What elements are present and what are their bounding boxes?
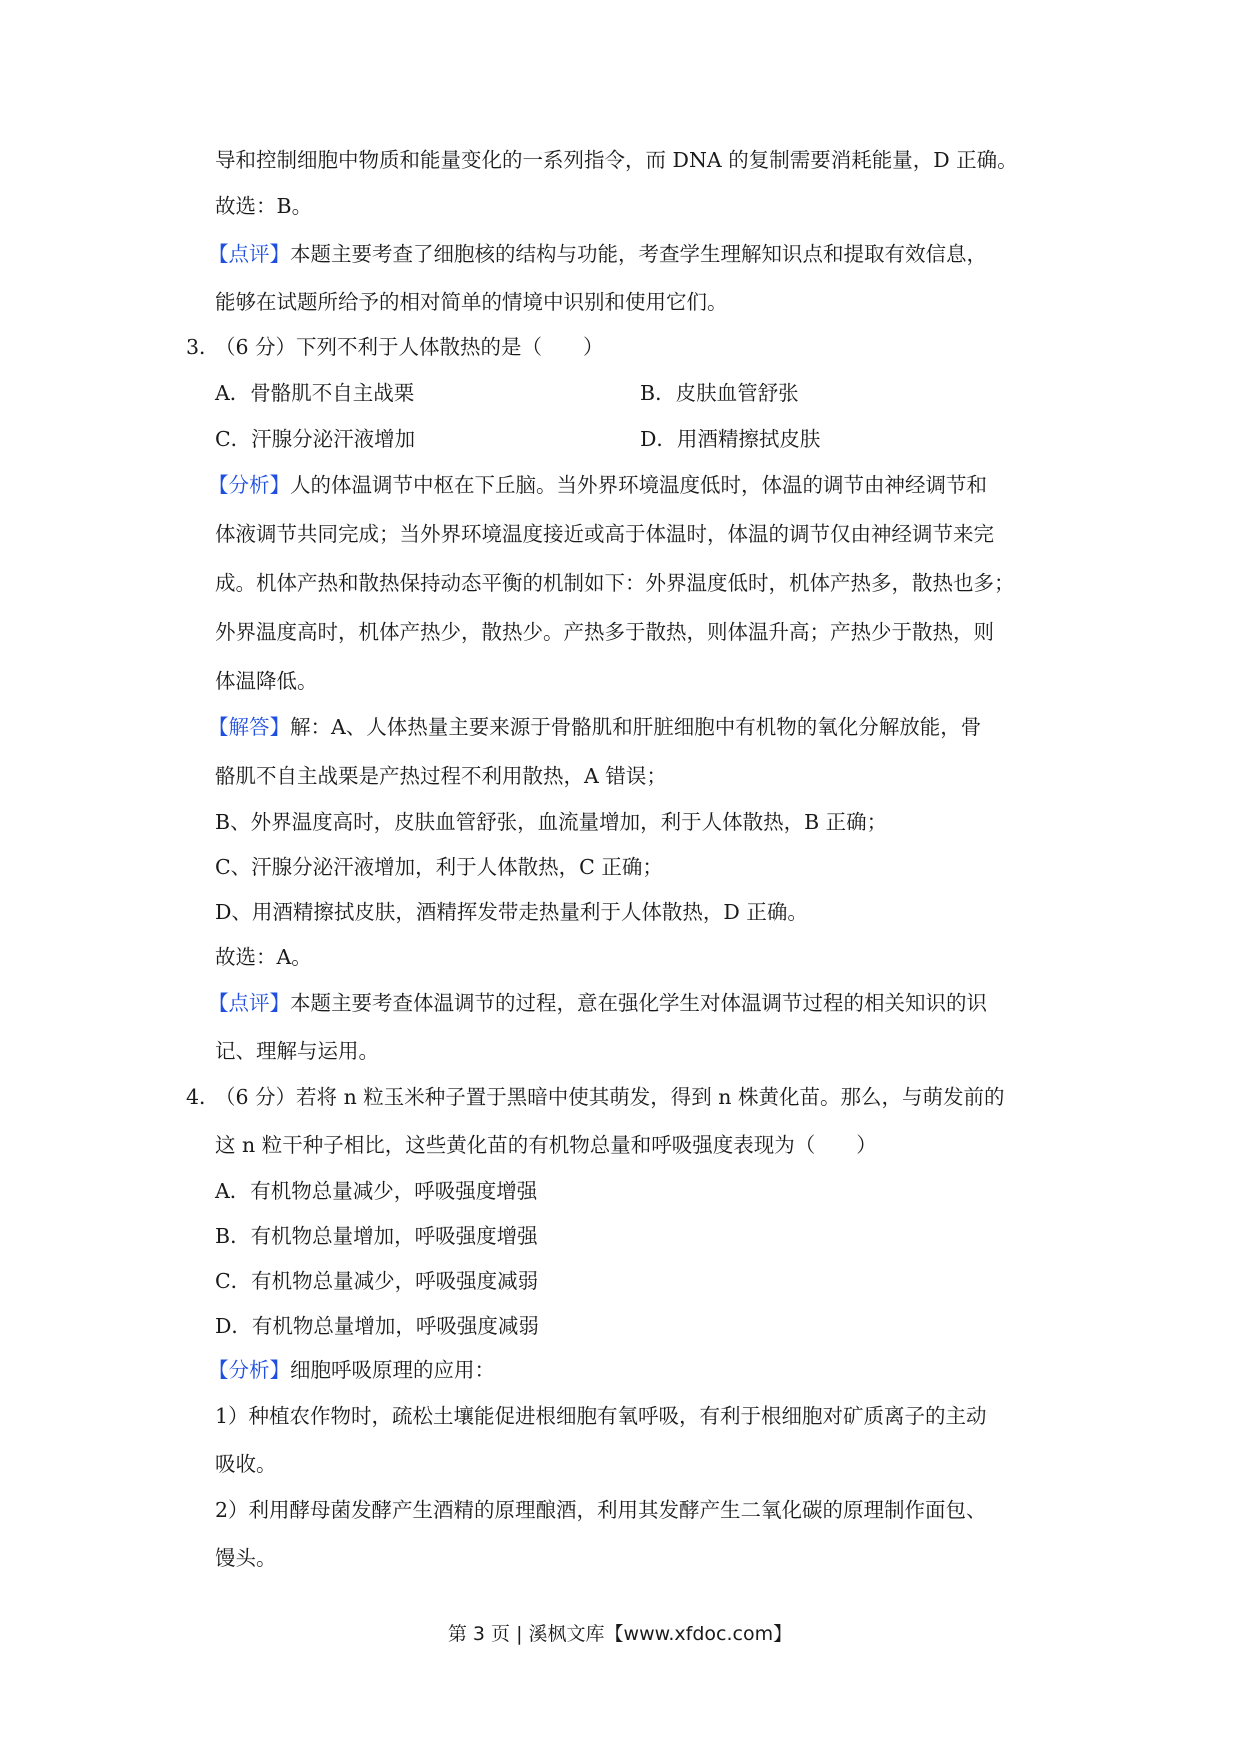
prev-answer: 故选：B。 xyxy=(215,194,313,218)
question-3-solution-line-3: B、外界温度高时，皮肤血管舒张，血流量增加，利于人体散热，B 正确； xyxy=(215,810,888,834)
comment-text: 本题主要考查体温调节的过程，意在强化学生对体温调节过程的相关知识的识 xyxy=(290,991,987,1015)
question-4-stem-line-2: 这 n 粒干种子相比，这些黄化苗的有机物总量和呼吸强度表现为（ ） xyxy=(215,1133,877,1157)
question-3-analysis-line-1 xyxy=(208,471,987,499)
analysis-tag: 【分析】 xyxy=(208,1358,290,1382)
question-4-option-c: C．有机物总量减少，呼吸强度减弱 xyxy=(215,1269,539,1293)
question-3-option-b: B．皮肤血管舒张 xyxy=(640,381,799,405)
question-4-option-a: A．有机物总量减少，呼吸强度增强 xyxy=(215,1179,538,1203)
prev-comment-line-1 xyxy=(208,240,987,268)
question-3-analysis-line-4: 外界温度高时，机体产热少，散热少。产热多于散热，则体温升高；产热少于散热，则 xyxy=(215,620,994,644)
question-4-item-2-line-2: 馒头。 xyxy=(215,1546,277,1570)
question-3-answer: 故选：A。 xyxy=(215,945,312,969)
question-4-item-1-line-1: 1）种植农作物时，疏松土壤能促进根细胞有氧呼吸，有利于根细胞对矿质离子的主动 xyxy=(215,1404,987,1428)
question-3-comment-line-2: 记、理解与运用。 xyxy=(215,1039,379,1063)
question-4-option-d: D．有机物总量增加，呼吸强度减弱 xyxy=(215,1314,539,1338)
question-3-number: 3． xyxy=(186,335,220,359)
question-4-analysis-line-1 xyxy=(208,1356,495,1384)
question-3-stem: （6 分）下列不利于人体散热的是（ ） xyxy=(215,335,604,359)
question-3-comment-line-1 xyxy=(208,989,987,1017)
question-3-solution-line-5: D、用酒精擦拭皮肤，酒精挥发带走热量利于人体散热，D 正确。 xyxy=(215,900,808,924)
analysis-text: 细胞呼吸原理的应用： xyxy=(290,1358,495,1382)
comment-tag: 【点评】 xyxy=(208,991,290,1015)
page-footer: 第 3 页 | 溪枫文库【www.xfdoc.com】 xyxy=(447,1623,793,1645)
question-3-option-c: C．汗腺分泌汗液增加 xyxy=(215,427,416,451)
comment-tag: 【点评】 xyxy=(208,242,290,266)
question-4-item-2-line-1: 2）利用酵母菌发酵产生酒精的原理酿酒，利用其发酵产生二氧化碳的原理制作面包、 xyxy=(215,1498,987,1522)
question-4-stem-line-1: （6 分）若将 n 粒玉米种子置于黑暗中使其萌发，得到 n 株黄化苗。那么，与萌发前的 xyxy=(215,1085,1005,1109)
prev-comment-line-2: 能够在试题所给予的相对简单的情境中识别和使用它们。 xyxy=(215,290,728,314)
question-3-analysis-line-3: 成。机体产热和散热保持动态平衡的机制如下：外界温度低时，机体产热多，散热也多； xyxy=(215,571,1015,595)
solution-tag: 【解答】 xyxy=(208,715,290,739)
analysis-tag: 【分析】 xyxy=(208,473,290,497)
prev-solution-line: 导和控制细胞中物质和能量变化的一系列指令，而 DNA 的复制需要消耗能量，D 正确。 xyxy=(215,148,1018,172)
question-3-solution-line-4: C、汗腺分泌汗液增加，利于人体散热，C 正确； xyxy=(215,855,663,879)
question-3-analysis-line-2: 体液调节共同完成；当外界环境温度接近或高于体温时，体温的调节仅由神经调节来完 xyxy=(215,522,994,546)
question-3-option-d: D．用酒精擦拭皮肤 xyxy=(640,427,821,451)
analysis-text: 人的体温调节中枢在下丘脑。当外界环境温度低时，体温的调节由神经调节和 xyxy=(290,473,987,497)
solution-text: 解：A、人体热量主要来源于骨骼肌和肝脏细胞中有机物的氧化分解放能，骨 xyxy=(290,715,982,739)
question-3-analysis-line-5: 体温降低。 xyxy=(215,669,318,693)
question-3-solution-line-1 xyxy=(208,713,981,741)
comment-text: 本题主要考查了细胞核的结构与功能，考查学生理解知识点和提取有效信息， xyxy=(290,242,987,266)
question-4-item-1-line-2: 吸收。 xyxy=(215,1452,277,1476)
question-3-option-a: A．骨骼肌不自主战栗 xyxy=(215,381,415,405)
question-4-number: 4． xyxy=(186,1085,220,1109)
question-3-solution-line-2: 骼肌不自主战栗是产热过程不利用散热，A 错误； xyxy=(215,764,667,788)
question-4-option-b: B．有机物总量增加，呼吸强度增强 xyxy=(215,1224,538,1248)
